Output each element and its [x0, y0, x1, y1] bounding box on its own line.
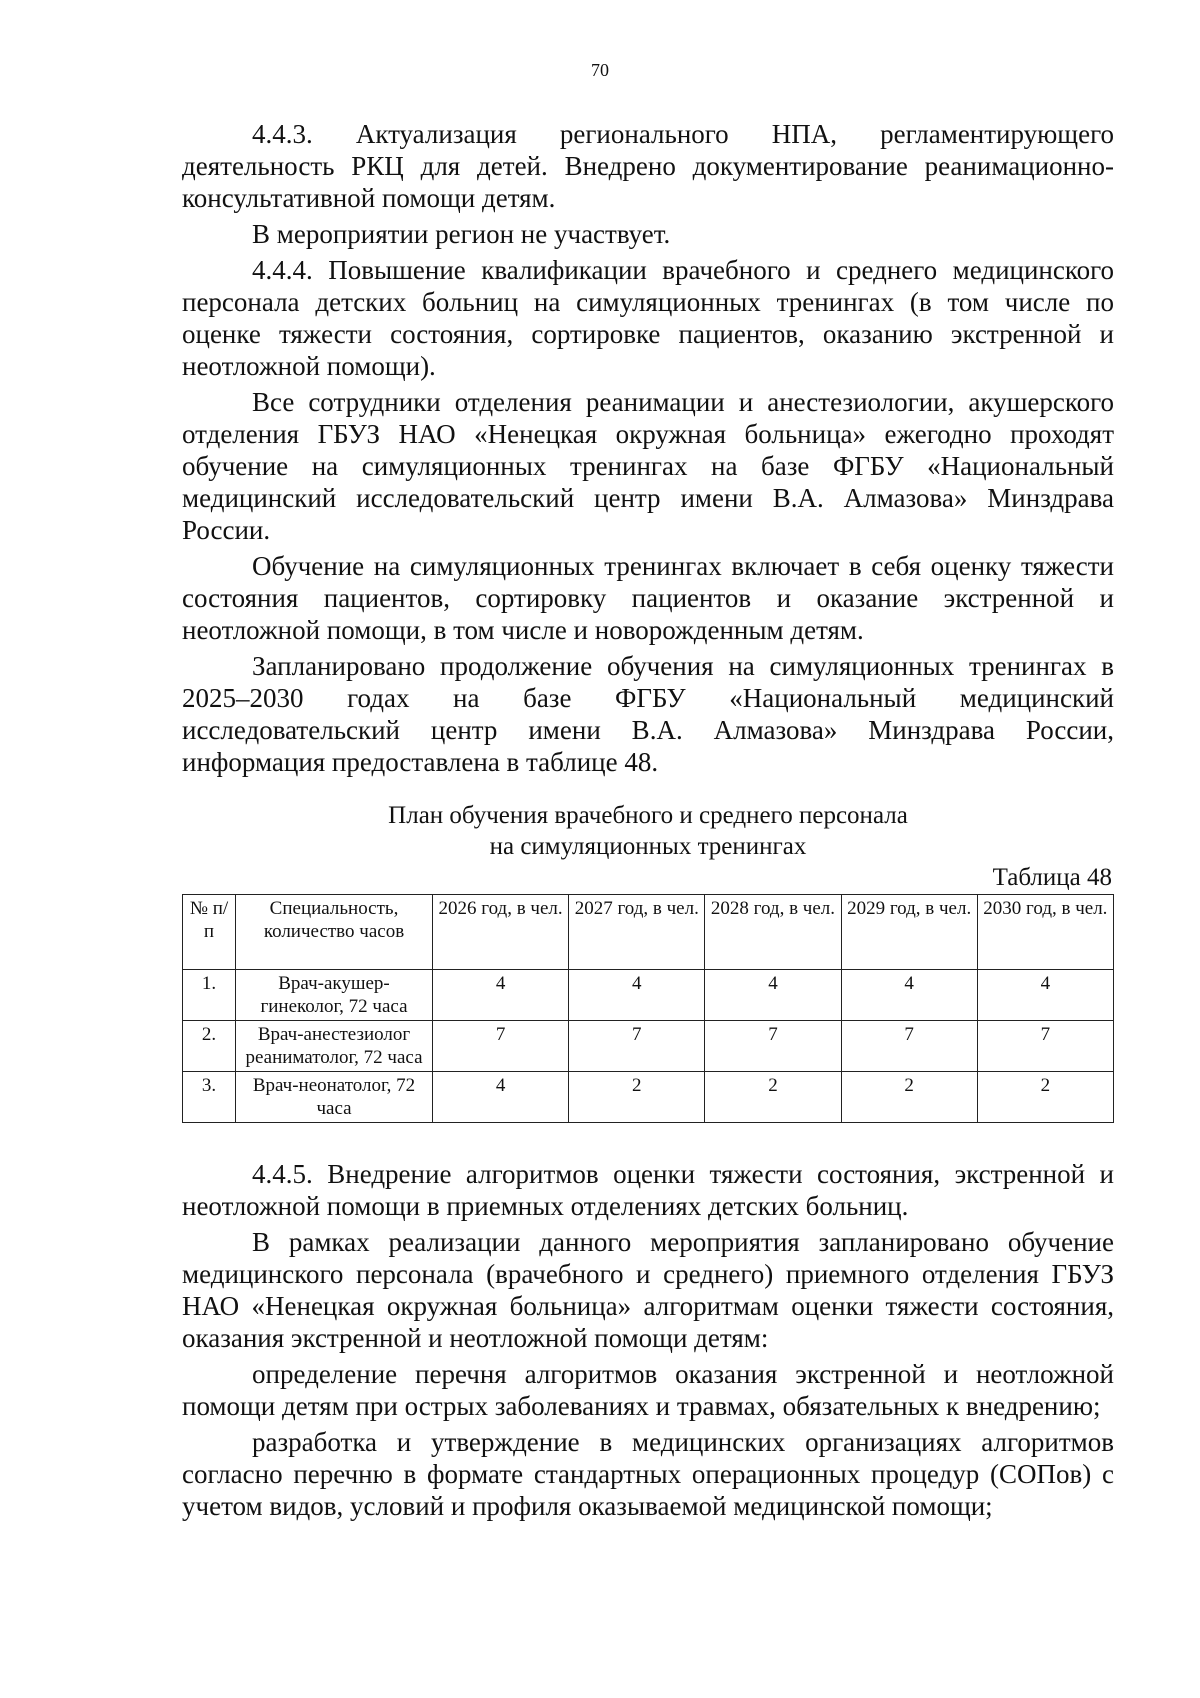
table-label: Таблица 48	[992, 864, 1112, 891]
paragraph-4-4-3: 4.4.3. Актуализация регионального НПА, регламентирующего деятельность РКЦ для детей. Внедрено документирование реанимационно-консультативной помощи детям.	[182, 119, 1114, 213]
cell-2030: 2	[977, 1072, 1113, 1123]
paragraph-region-not-participating: В мероприятии регион не участвует.	[252, 219, 671, 249]
table-caption-line-1: План обучения врачебного и среднего персонала	[388, 802, 908, 829]
top-text-block	[182, 118, 1114, 778]
paragraph-training-plan: Запланировано продолжение обучения на симуляционных тренингах в 2025–2030 годах на базе ФГБУ «Национальный медицинский исследовательский центр имени В.А. Алмазова» Минздрава России, информация предоставлена в таблице 48.	[182, 651, 1114, 777]
paragraph-4-4-4: 4.4.4. Повышение квалификации врачебного и среднего медицинского персонала детских больниц на симуляционных тренингах (в том числе по оценке тяжести состояния, сортировке пациентов, оказанию экстренной и неотложной помощи).	[182, 255, 1114, 381]
row-specialty: Врач-акушер-гинеколог, 72 часа	[236, 970, 433, 1021]
table-row	[183, 1072, 1114, 1123]
row-number: 1.	[183, 970, 236, 1021]
header-2029: 2029 год, в чел.	[841, 895, 977, 970]
cell-2026: 7	[433, 1021, 569, 1072]
cell-2029: 7	[841, 1021, 977, 1072]
cell-2026: 4	[433, 1072, 569, 1123]
header-2026: 2026 год, в чел.	[433, 895, 569, 970]
cell-2028: 7	[705, 1021, 841, 1072]
table-caption-line-2: на симуляционных тренингах	[489, 833, 807, 860]
row-specialty: Врач-анестезиолог реаниматолог, 72 часа	[236, 1021, 433, 1072]
header-2027: 2027 год, в чел.	[569, 895, 705, 970]
paragraph-staff-training: Все сотрудники отделения реанимации и анестезиологии, акушерского отделения ГБУЗ НАО «Ненецкая окружная больница» ежегодно проходят обучение на симуляционных тренингах на базе ФГБУ «Национальный медицинский исследовательский центр имени В.А. Алмазова» Минздрава России.	[182, 387, 1114, 545]
cell-2027: 2	[569, 1072, 705, 1123]
header-2030: 2030 год, в чел.	[977, 895, 1113, 970]
bottom-text-block	[182, 1158, 1114, 1522]
header-specialty: Специальность, количество часов	[236, 895, 433, 970]
header-number: № п/п	[183, 895, 236, 970]
table-caption	[182, 800, 1114, 862]
cell-2027: 4	[569, 970, 705, 1021]
page-number: 70	[591, 60, 609, 80]
paragraph-implementation: В рамках реализации данного мероприятия запланировано обучение медицинского персонала (врачебного и среднего) приемного отделения ГБУЗ НАО «Ненецкая окружная больница» алгоритмам оценки тяжести состояния, оказания экстренной и неотложной помощи детям:	[182, 1227, 1114, 1353]
paragraph-sop-development: разработка и утверждение в медицинских организациях алгоритмов согласно перечню в формате стандартных операционных процедур (СОПов) с учетом видов, условий и профиля оказываемой медицинской помощи;	[182, 1427, 1114, 1521]
cell-2030: 4	[977, 970, 1113, 1021]
table-row	[183, 970, 1114, 1021]
cell-2027: 7	[569, 1021, 705, 1072]
row-number: 3.	[183, 1072, 236, 1123]
cell-2028: 4	[705, 970, 841, 1021]
row-specialty: Врач-неонатолог, 72 часа	[236, 1072, 433, 1123]
row-number: 2.	[183, 1021, 236, 1072]
cell-2029: 4	[841, 970, 977, 1021]
cell-2030: 7	[977, 1021, 1113, 1072]
paragraph-4-4-5: 4.4.5. Внедрение алгоритмов оценки тяжести состояния, экстренной и неотложной помощи в приемных отделениях детских больниц.	[182, 1159, 1114, 1221]
paragraph-training-content: Обучение на симуляционных тренингах включает в себя оценку тяжести состояния пациентов, сортировку пациентов и оказание экстренной и неотложной помощи, в том числе и новорожденным детям.	[182, 551, 1114, 645]
paragraph-algorithm-list: определение перечня алгоритмов оказания экстренной и неотложной помощи детям при острых заболеваниях и травмах, обязательных к внедрению;	[182, 1359, 1114, 1421]
table-header-row	[183, 895, 1114, 970]
cell-2026: 4	[433, 970, 569, 1021]
cell-2028: 2	[705, 1072, 841, 1123]
header-2028: 2028 год, в чел.	[705, 895, 841, 970]
table-row	[183, 1021, 1114, 1072]
cell-2029: 2	[841, 1072, 977, 1123]
training-plan-table	[182, 894, 1114, 1123]
